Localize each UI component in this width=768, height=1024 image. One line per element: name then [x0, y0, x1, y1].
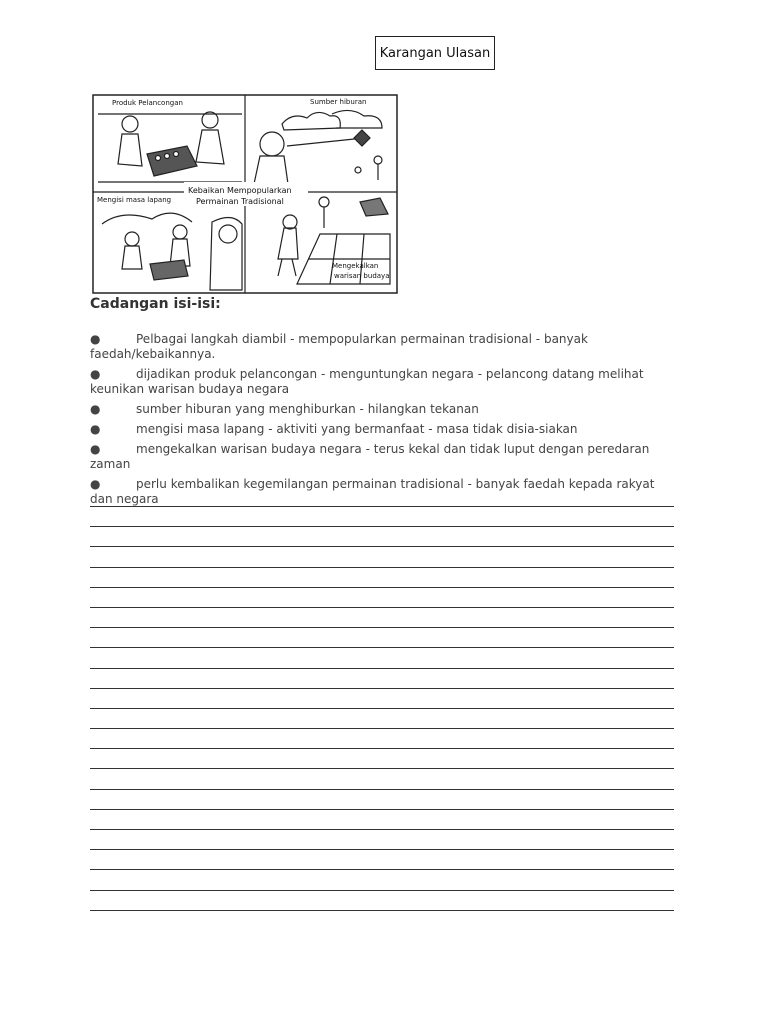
bullet-dot: ●: [90, 477, 101, 491]
writing-line: [90, 768, 674, 769]
list-item: ● mengekalkan warisan budaya negara - terus kekal dan tidak luput dengan peredaran zaman: [90, 442, 650, 471]
bullet-dot: ●: [90, 332, 101, 346]
writing-line: [90, 869, 674, 870]
writing-line: [90, 708, 674, 709]
writing-line: [90, 587, 674, 588]
writing-line: [90, 627, 674, 628]
panel-label-mengekalkan: Mengekalkan: [332, 262, 379, 270]
writing-line: [90, 728, 674, 729]
center-caption-1: Kebaikan Mempopularkan: [188, 186, 292, 195]
writing-lines: [90, 506, 674, 930]
list-item: ● dijadikan produk pelancongan - menguntungkan negara - pelancong datang melihat keunikan warisan budaya negara: [90, 367, 644, 396]
list-item: ● mengisi masa lapang - aktiviti yang bermanfaat - masa tidak disia-siakan: [90, 422, 578, 436]
panel-label-masa-lapang: Mengisi masa lapang: [97, 196, 172, 204]
writing-line: [90, 668, 674, 669]
panel-label-hiburan: Sumber hiburan: [310, 98, 367, 106]
writing-line: [90, 910, 674, 911]
writing-line: [90, 829, 674, 830]
writing-line: [90, 748, 674, 749]
writing-line: [90, 890, 674, 891]
list-item: ● Pelbagai langkah diambil - mempopularkan permainan tradisional - banyak faedah/kebaikannya.: [90, 332, 588, 361]
writing-line: [90, 849, 674, 850]
writing-line: [90, 506, 674, 507]
page-title: Karangan Ulasan: [379, 45, 491, 61]
title-box: [375, 36, 495, 70]
writing-line: [90, 567, 674, 568]
panel-label-warisan: warisan budaya: [334, 272, 390, 280]
illustration-drawing: [92, 94, 398, 294]
list-item: ● perlu kembalikan kegemilangan permainan tradisional - banyak faedah kepada rakyat dan negara: [90, 477, 655, 506]
writing-line: [90, 789, 674, 790]
bullet-dot: ●: [90, 402, 101, 416]
writing-line: [90, 809, 674, 810]
illustration: [92, 94, 398, 294]
writing-line: [90, 546, 674, 547]
bullet-dot: ●: [90, 442, 101, 456]
writing-line: [90, 688, 674, 689]
panel-label-produk: Produk Pelancongan: [112, 99, 183, 107]
bullet-list: [90, 332, 668, 512]
bullet-dot: ●: [90, 422, 101, 436]
writing-line: [90, 607, 674, 608]
writing-line: [90, 647, 674, 648]
writing-line: [90, 526, 674, 527]
center-caption-2: Permainan Tradisional: [196, 197, 284, 206]
list-item: ● sumber hiburan yang menghiburkan - hilangkan tekanan: [90, 402, 479, 416]
section-heading: Cadangan isi-isi:: [90, 296, 221, 312]
bullet-dot: ●: [90, 367, 101, 381]
